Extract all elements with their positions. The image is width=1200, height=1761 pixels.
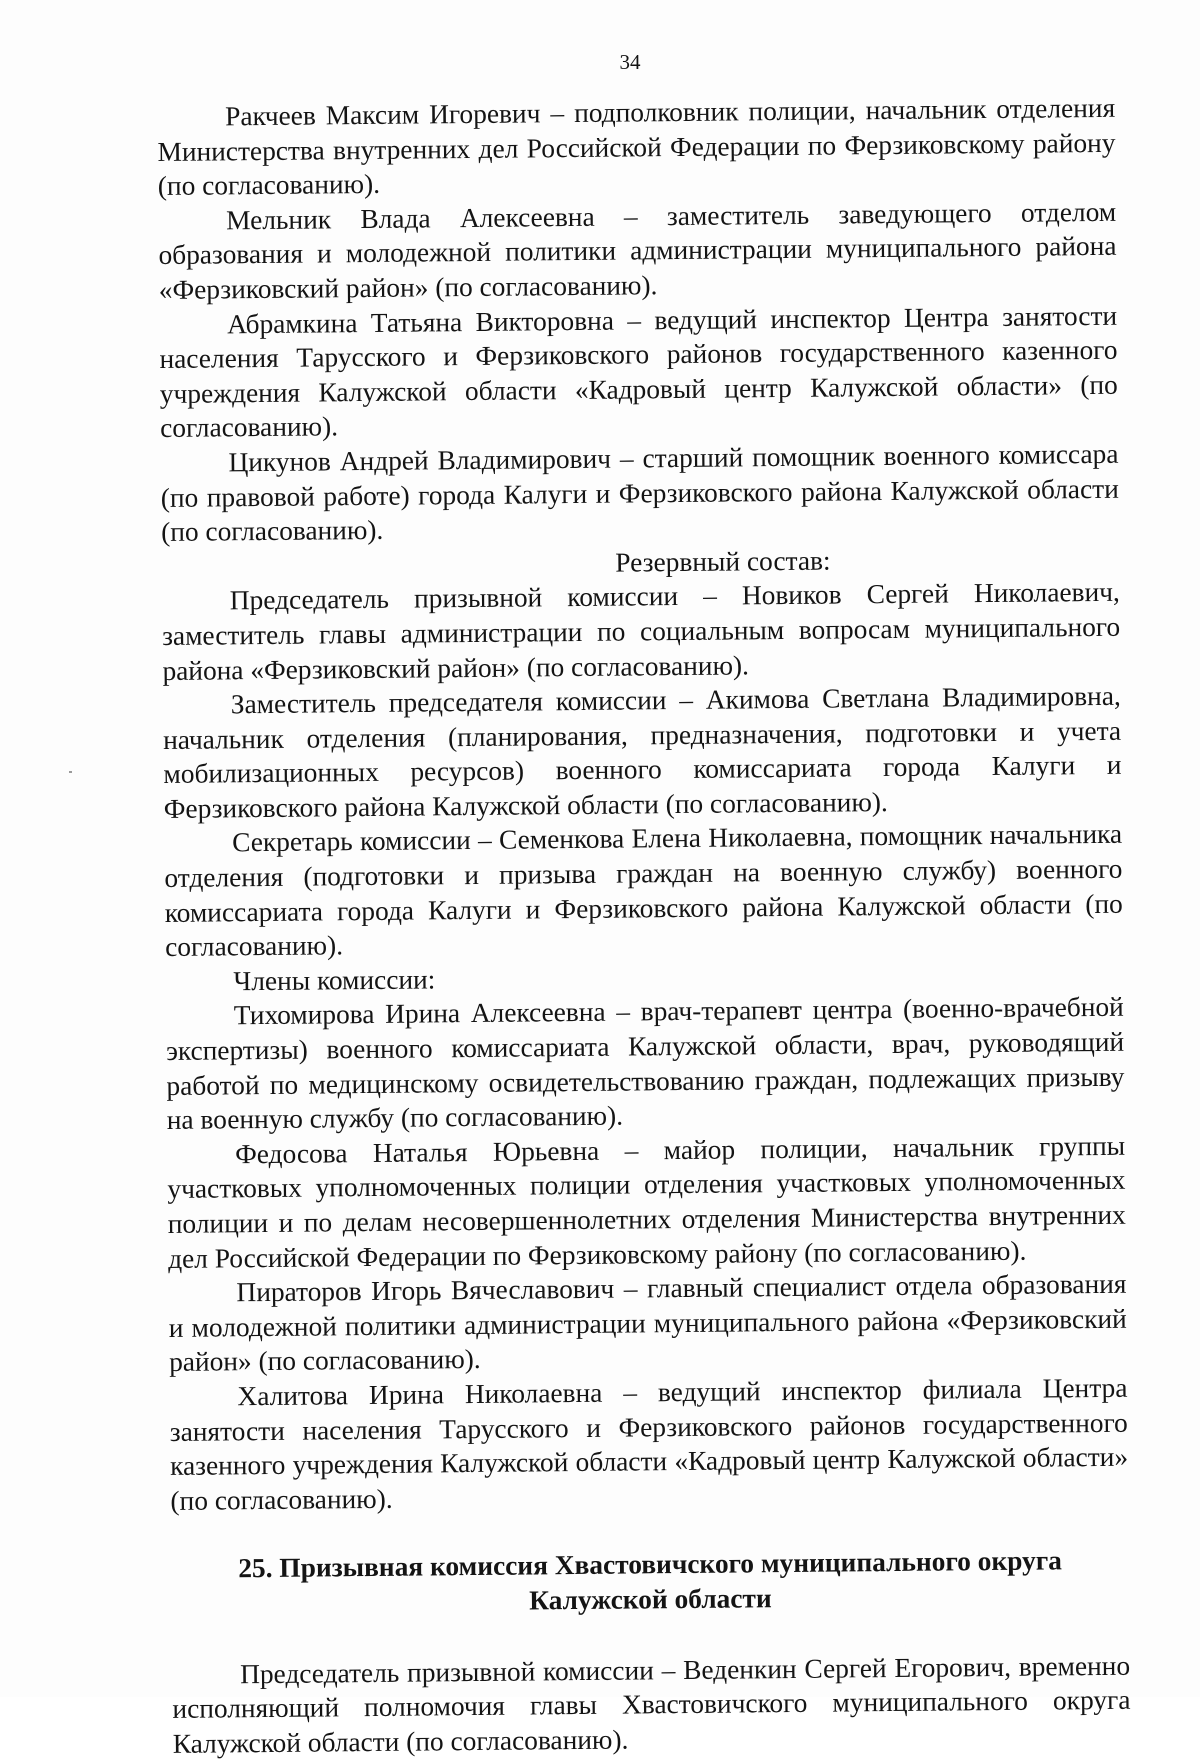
paragraph-rakcheev: Ракчеев Максим Игоревич – подполковник полиции, начальник отделения Министерства внутренних дел Российской Федерации по Ферзиковскому району (по согласованию).	[157, 92, 1116, 202]
members-heading: Члены комиссии:	[233, 964, 436, 997]
paragraph-novikov: Председатель призывной комиссии – Новиков Сергей Николаевич, заместитель главы администрации по социальным вопросам муниципального района «Ферзиковский район» (по согласованию).	[162, 577, 1121, 686]
scan-speck	[69, 771, 72, 773]
section-title-line-2: Калужской области	[528, 1583, 772, 1616]
paragraph-fedosova: Федосова Наталья Юрьевна – майор полиции, начальник группы участковых уполномоченных полиции отделения участковых уполномоченных полиции и по делам несовершеннолетних отделения Министерства внутренних дел Российской Федерации по Ферзиковскому району (по согласованию).	[167, 1130, 1126, 1274]
paragraph-piratorov: Пираторов Игорь Вячеславович – главный специалист отдела образования и молодежной политики администрации муниципального района «Ферзиковский район» (по согласованию).	[168, 1268, 1127, 1378]
paragraph-semenkova: Секретарь комиссии – Семенкова Елена Николаевна, помощник начальника отделения (подготовки и призыва граждан на военную службу) военного комиссариата города Калуги и Ферзиковского района Калужской области (по согласованию).	[164, 819, 1123, 963]
section-title	[171, 1543, 1130, 1621]
paragraph-akimova: Заместитель председателя комиссии – Акимова Светлана Владимировна, начальник отделения (планирования, предназначения, подготовки и учета мобилизационных ресурсов) военного комиссариата города Калуги и Ферзиковского района Калужской области (по согласованию).	[162, 680, 1122, 824]
paragraph-melnik: Мельник Влада Алексеевна – заместитель заведующего отделом образования и молодежной политики администрации муниципального района «Ферзиковский район» (по согласованию).	[158, 196, 1117, 305]
paragraph-vedenkin: Председатель призывной комиссии – Веденкин Сергей Егорович, временно исполняющий полномочия главы Хвастовичского муниципального округа Калужской области (по согласованию).	[172, 1650, 1131, 1759]
paragraph-tsikunov: Цикунов Андрей Владимирович – старший помощник военного комиссара (по правовой работе) города Калуги и Ферзиковского района Калужской области (по согласованию).	[160, 438, 1119, 548]
section-title-line-1: 25. Призывная комиссия Хвастовичского муниципального округа	[238, 1545, 1063, 1584]
paragraph-abramkina: Абрамкина Татьяна Викторовна – ведущий инспектор Центра занятости населения Тарусского и Ферзиковского районов государственного казенного учреждения Калужской области «Кадровый центр Калужской области» (по согласованию).	[159, 300, 1118, 444]
paragraph-tikhomirova: Тихомирова Ирина Алексеевна – врач-терапевт центра (военно-врачебной экспертизы) военного комиссариата Калужской области, врач, руководящий работой по медицинскому освидетельствованию граждан, подлежащих призыву на военную службу (по согласованию).	[165, 992, 1125, 1136]
document-body	[157, 91, 1131, 1761]
reserve-heading: Резервный состав:	[615, 545, 831, 578]
page-number: 34	[619, 50, 641, 74]
paragraph-khalitova: Халитова Ирина Николаевна – ведущий инспектор филиала Центра занятости населения Тарусского и Ферзиковского районов государственного казенного учреждения Калужской области «Кадровый центр Калужской области» (по согласованию).	[169, 1372, 1129, 1516]
